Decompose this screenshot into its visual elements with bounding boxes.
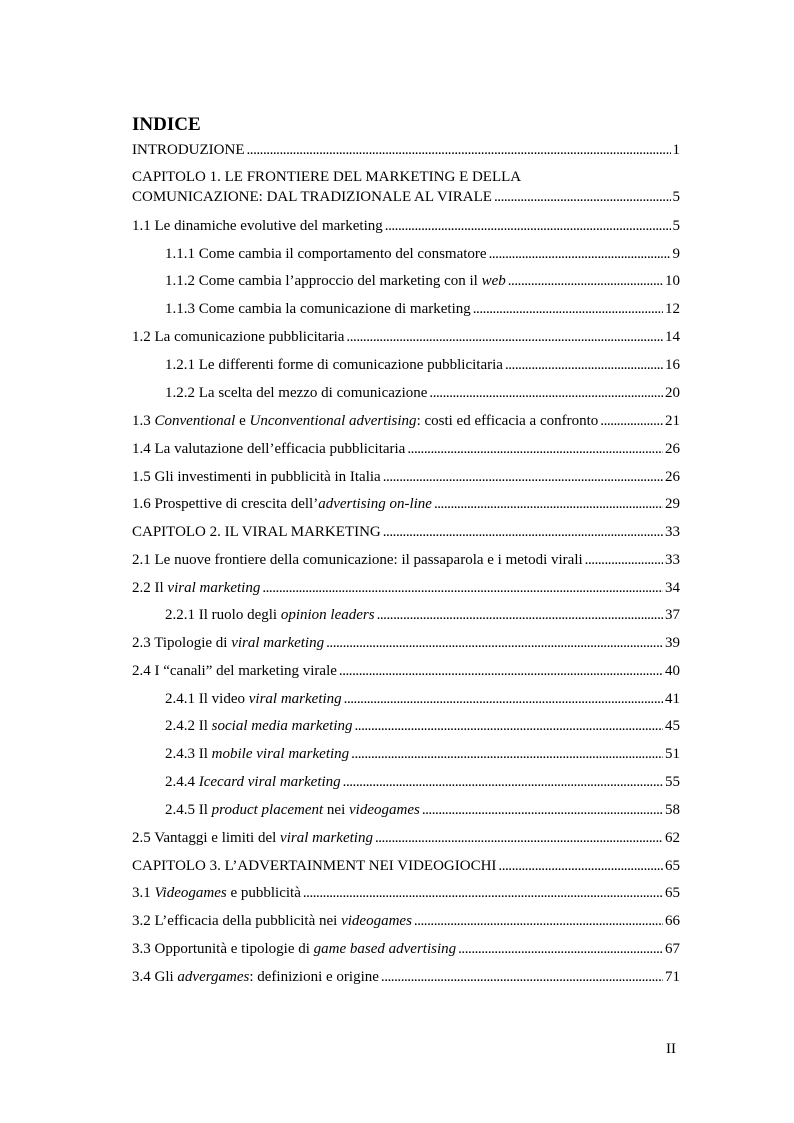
toc-entry[interactable]	[165, 272, 680, 290]
toc-entry-text: 1.5 Gli investimenti in pubblicità in Italia	[132, 469, 381, 485]
toc-entry-italic-text: opinion leaders	[280, 607, 375, 623]
toc-page-number: 71	[665, 969, 680, 985]
toc-entry[interactable]	[132, 468, 680, 486]
toc-entry-title	[132, 857, 496, 875]
leader-dots	[383, 468, 663, 486]
toc-page-number: 5	[672, 189, 680, 205]
leader-dots	[262, 579, 663, 597]
toc-entry[interactable]	[165, 773, 680, 791]
toc-entry-italic-text: videogames	[349, 802, 420, 818]
toc-entry[interactable]	[165, 690, 680, 708]
leader-dots	[246, 141, 670, 159]
toc-entry-title	[132, 662, 337, 680]
toc-page-number: 16	[665, 357, 680, 373]
toc-entry[interactable]	[132, 328, 680, 346]
leader-dots	[326, 634, 663, 652]
toc-entry-text: 2.4.4	[165, 774, 199, 790]
toc-entry-title	[165, 606, 375, 624]
toc-page-number: 34	[665, 580, 680, 596]
toc-entry-text: 3.4 Gli	[132, 969, 178, 985]
toc-entry[interactable]	[132, 523, 680, 541]
toc-entry-text: e pubblicità	[226, 885, 301, 901]
toc-page-number: 21	[665, 413, 680, 429]
toc-entry[interactable]	[132, 141, 680, 159]
leader-dots	[377, 606, 663, 624]
toc-entry-italic-text: game based advertising	[313, 941, 457, 957]
toc-entry-title	[132, 884, 301, 902]
toc-entry[interactable]	[132, 168, 521, 186]
toc-entry-title	[165, 745, 349, 763]
toc-entry[interactable]	[132, 579, 680, 597]
leader-dots	[498, 857, 663, 875]
toc-entry-title	[132, 217, 383, 235]
toc-entry-italic-text: viral marketing	[167, 580, 261, 596]
toc-entry-text: 3.3 Opportunità e tipologie di	[132, 941, 314, 957]
toc-page-number: 65	[665, 858, 680, 874]
toc-page-number: 26	[665, 469, 680, 485]
toc-entry-title	[165, 717, 352, 735]
toc-entry-italic-text: social media marketing	[211, 718, 353, 734]
toc-entry-text: COMUNICAZIONE: DAL TRADIZIONALE AL VIRALE	[132, 189, 492, 205]
toc-page-number: 5	[672, 218, 680, 234]
toc-entry-italic-text: advergames	[177, 969, 250, 985]
toc-entry[interactable]	[132, 217, 680, 235]
toc-entry-text: 1.4 La valutazione dell’efficacia pubblicitaria	[132, 441, 406, 457]
toc-entry[interactable]	[132, 440, 680, 458]
toc-entry-italic-text: viral marketing	[280, 830, 373, 846]
toc-entry-text: 2.3 Tipologie di	[132, 635, 232, 651]
toc-entry-title	[165, 773, 341, 791]
toc-page-number: 29	[665, 496, 680, 512]
toc-entry-text: 2.5 Vantaggi e limiti del	[132, 830, 281, 846]
toc-entry-text: : costi ed efficacia a confronto	[416, 413, 599, 429]
toc-entry-title	[165, 245, 487, 263]
toc-entry-title	[132, 141, 244, 159]
page-number-footer: II	[666, 1041, 676, 1057]
toc-entry[interactable]	[132, 940, 680, 958]
leader-dots	[494, 188, 671, 206]
toc-entry-text: 3.1	[132, 885, 155, 901]
toc-entry-title	[132, 940, 456, 958]
toc-entry-title	[132, 968, 379, 986]
toc-entry-italic-text: Unconventional advertising	[249, 413, 417, 429]
toc-entry[interactable]	[165, 245, 680, 263]
toc-entry[interactable]	[165, 801, 680, 819]
toc-page-number: 45	[665, 718, 680, 734]
toc-entry[interactable]	[132, 188, 680, 206]
toc-entry-text: 1.2 La comunicazione pubblicitaria	[132, 329, 345, 345]
toc-entry-text: 1.3	[132, 413, 155, 429]
toc-page-number: 33	[665, 524, 680, 540]
toc-entry-title	[132, 468, 381, 486]
leader-dots	[585, 551, 663, 569]
toc-entry[interactable]	[165, 356, 680, 374]
toc-entry[interactable]	[132, 829, 680, 847]
toc-entry-text: CAPITOLO 2. IL VIRAL MARKETING	[132, 524, 381, 540]
toc-page-number: 66	[665, 913, 680, 929]
toc-entry-italic-text: viral marketing	[231, 635, 325, 651]
toc-entry-text: 2.4.5 Il	[165, 802, 212, 818]
toc-page-number: 55	[665, 774, 680, 790]
toc-entry-italic-text: Icecard viral marketing	[198, 774, 341, 790]
toc-entry[interactable]	[165, 717, 680, 735]
leader-dots	[339, 662, 663, 680]
leader-dots	[508, 272, 663, 290]
toc-entry[interactable]	[132, 968, 680, 986]
toc-entry-text: 1.2.2 La scelta del mezzo di comunicazione	[165, 385, 428, 401]
leader-dots	[429, 384, 663, 402]
toc-entry[interactable]	[132, 884, 680, 902]
toc-entry-italic-text: Conventional	[154, 413, 236, 429]
toc-entry-title	[165, 356, 503, 374]
toc-entry-text: 2.1 Le nuove frontiere della comunicazione: il passaparola e i metodi virali	[132, 552, 583, 568]
leader-dots	[407, 440, 663, 458]
toc-entry-title	[132, 523, 381, 541]
toc-entry-text: 1.1 Le dinamiche evolutive del marketing	[132, 218, 383, 234]
toc-entry-text: : definizioni e origine	[249, 969, 379, 985]
toc-entry-title	[165, 801, 420, 819]
toc-page-number: 1	[672, 142, 680, 158]
toc-entry-text: 1.2.1 Le differenti forme di comunicazione pubblicitaria	[165, 357, 503, 373]
toc-entry-title	[132, 829, 373, 847]
toc-page-number: 65	[665, 885, 680, 901]
toc-page-number: 14	[665, 329, 680, 345]
toc-entry-title	[132, 634, 324, 652]
toc-entry-italic-text: mobile viral marketing	[211, 746, 350, 762]
leader-dots	[414, 912, 663, 930]
leader-dots	[434, 495, 663, 513]
toc-entry-text: 2.4.1 Il video	[165, 691, 249, 707]
toc-entry-italic-text: web	[481, 273, 506, 289]
leader-dots	[344, 690, 663, 708]
toc-entry-text: e	[235, 413, 250, 429]
leader-dots	[346, 328, 663, 346]
toc-entry-text: CAPITOLO 3. L’ADVERTAINMENT NEI VIDEOGIOCHI	[132, 858, 497, 874]
leader-dots	[385, 217, 671, 235]
toc-page-number: 41	[665, 691, 680, 707]
toc-entry-title	[132, 440, 405, 458]
toc-entry[interactable]	[132, 551, 680, 569]
toc-entry-title	[132, 328, 344, 346]
toc-entry-italic-text: Videogames	[154, 885, 227, 901]
toc-entry-text: 1.1.3 Come cambia la comunicazione di marketing	[165, 301, 471, 317]
toc-page-number: 37	[665, 607, 680, 623]
leader-dots	[458, 940, 663, 958]
toc-entry-text: 2.4.3 Il	[165, 746, 212, 762]
leader-dots	[473, 300, 663, 318]
toc-entry-text: 3.2 L’efficacia della pubblicità nei	[132, 913, 342, 929]
leader-dots	[351, 745, 663, 763]
toc-entry-text: CAPITOLO 1. LE FRONTIERE DEL MARKETING E DELLA	[132, 169, 522, 185]
toc-entry[interactable]	[165, 384, 680, 402]
toc-entry-italic-text: videogames	[341, 913, 412, 929]
toc-entry-title	[132, 169, 521, 185]
index-heading: INDICE	[132, 114, 201, 135]
leader-dots	[303, 884, 663, 902]
leader-dots	[383, 523, 663, 541]
leader-dots	[343, 773, 663, 791]
toc-page-number: 51	[665, 746, 680, 762]
leader-dots	[354, 717, 663, 735]
toc-page-number: 40	[665, 663, 680, 679]
toc-entry[interactable]	[165, 745, 680, 763]
toc-entry[interactable]	[132, 857, 680, 875]
leader-dots	[489, 245, 671, 263]
toc-entry-text: 2.4.2 Il	[165, 718, 212, 734]
toc-entry-italic-text: viral marketing	[248, 691, 342, 707]
toc-entry[interactable]	[165, 300, 680, 318]
toc-entry[interactable]	[132, 634, 680, 652]
leader-dots	[600, 412, 663, 430]
toc-entry[interactable]	[132, 662, 680, 680]
toc-page-number: 33	[665, 552, 680, 568]
toc-page-number: 58	[665, 802, 680, 818]
toc-entry-title	[132, 188, 492, 206]
toc-page-number: 39	[665, 635, 680, 651]
leader-dots	[375, 829, 663, 847]
toc-entry-text: nei	[323, 802, 349, 818]
toc-entry-italic-text: advertising on-line	[318, 496, 432, 512]
toc-entry-text: 1.6 Prospettive di crescita dell’	[132, 496, 319, 512]
toc-entry-text: 1.1.2 Come cambia l’approccio del marketing con il	[165, 273, 482, 289]
toc-entry-text: INTRODUZIONE	[132, 142, 245, 158]
toc-entry-text: 2.2.1 Il ruolo degli	[165, 607, 281, 623]
toc-entry[interactable]	[132, 412, 680, 430]
toc-entry[interactable]	[132, 495, 680, 513]
toc-entry-text: 1.1.1 Come cambia il comportamento del consmatore	[165, 246, 487, 262]
toc-entry-italic-text: product placement	[211, 802, 324, 818]
toc-page-number: 20	[665, 385, 680, 401]
toc-entry-title	[132, 412, 598, 430]
toc-entry-title	[165, 384, 427, 402]
toc-page-number: 67	[665, 941, 680, 957]
toc-entry-title	[132, 551, 583, 569]
toc-entry-title	[132, 912, 412, 930]
toc-entry-title	[165, 300, 471, 318]
leader-dots	[505, 356, 663, 374]
toc-entry-text: 2.2 Il	[132, 580, 168, 596]
toc-entry[interactable]	[132, 912, 680, 930]
leader-dots	[381, 968, 663, 986]
toc-page-number: 62	[665, 830, 680, 846]
toc-entry-text: 2.4 I “canali” del marketing virale	[132, 663, 337, 679]
leader-dots	[422, 801, 663, 819]
toc-page-number: 12	[665, 301, 680, 317]
toc-page-number: 9	[672, 246, 680, 262]
toc-entry-title	[132, 579, 260, 597]
toc-entry-title	[165, 272, 506, 290]
toc-page-number: 10	[665, 273, 680, 289]
toc-entry-title	[165, 690, 342, 708]
toc-entry[interactable]	[165, 606, 680, 624]
toc-page-number: 26	[665, 441, 680, 457]
toc-entry-title	[132, 495, 432, 513]
